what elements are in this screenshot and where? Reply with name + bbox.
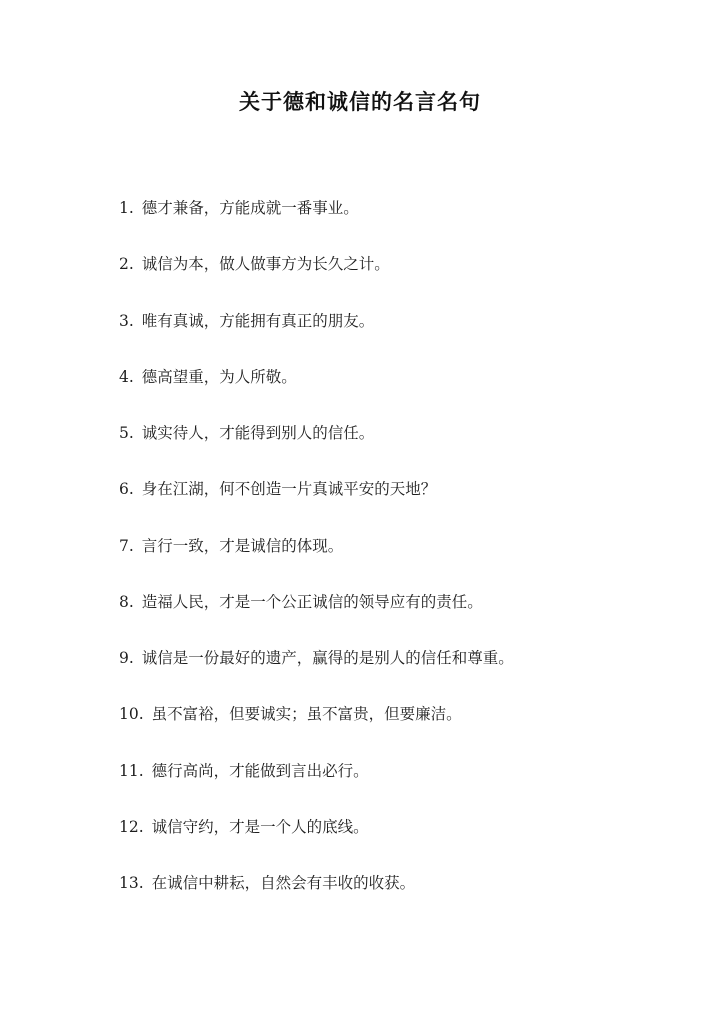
item-number: 9. (119, 649, 134, 667)
item-number: 10. (119, 705, 144, 724)
item-text: 言行一致，才是诚信的体现。 (141, 536, 344, 555)
item-number: 1. (119, 199, 134, 217)
item-text: 德才兼备，方能成就一番事业。 (141, 199, 359, 217)
item-number: 8. (119, 592, 134, 611)
item-number: 4. (119, 367, 134, 386)
item-text: 在诚信中耕耘，自然会有丰收的收获。 (151, 874, 416, 892)
list-item (119, 477, 679, 533)
item-text: 诚信为本，做人做事方为长久之计。 (141, 255, 390, 274)
item-text: 德行高尚，才能做到言出必行。 (151, 761, 369, 780)
item-number: 5. (119, 424, 134, 442)
list-item (119, 365, 679, 421)
list-item (119, 646, 679, 702)
list-item (119, 421, 679, 477)
item-number: 3. (119, 311, 134, 330)
list-item (119, 871, 679, 927)
item-text: 造福人民，才是一个公正诚信的领导应有的责任。 (141, 592, 483, 611)
quote-list (119, 196, 679, 927)
item-number: 11. (119, 761, 144, 780)
item-text: 身在江湖，何不创造一片真诚平安的天地？ (141, 480, 437, 499)
item-text: 唯有真诚，方能拥有真正的朋友。 (141, 311, 375, 330)
item-number: 7. (119, 536, 134, 555)
list-item (119, 252, 679, 308)
list-item (119, 196, 679, 252)
page-title: 关于德和诚信的名言名句 (239, 89, 481, 114)
item-number: 6. (119, 480, 134, 499)
item-text: 诚信是一份最好的遗产，赢得的是别人的信任和尊重。 (141, 649, 514, 667)
list-item (119, 702, 679, 758)
item-text: 虽不富裕，但要诚实；虽不富贵，但要廉洁。 (151, 705, 462, 724)
list-item (119, 534, 679, 590)
list-item (119, 759, 679, 815)
item-text: 诚实待人，才能得到别人的信任。 (141, 424, 375, 442)
list-item (119, 590, 679, 646)
item-number: 12. (119, 817, 144, 836)
list-item (119, 815, 679, 871)
item-number: 2. (119, 255, 134, 274)
item-number: 13. (119, 874, 144, 892)
item-text: 诚信守约，才是一个人的底线。 (151, 817, 369, 836)
item-text: 德高望重，为人所敬。 (141, 367, 297, 386)
list-item (119, 309, 679, 365)
